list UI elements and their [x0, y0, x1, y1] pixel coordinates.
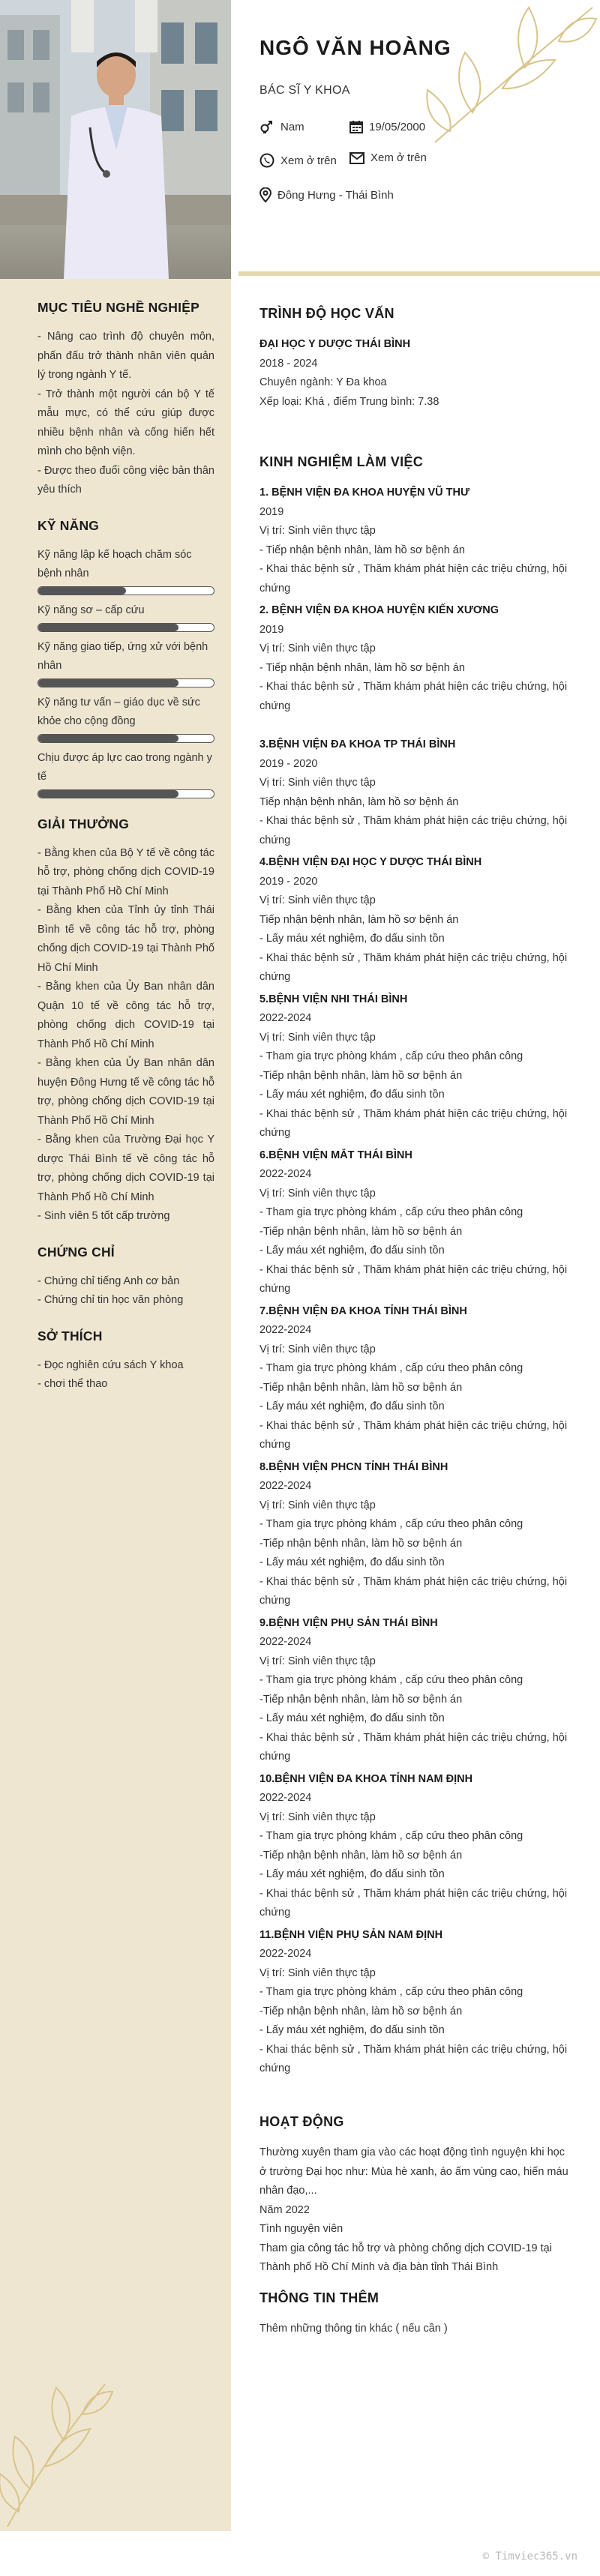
experience-item-title: 7.BỆNH VIỆN ĐA KHOA TỈNH THÁI BÌNH: [260, 1304, 467, 1317]
experience-item-line: - Tham gia trực phòng khám , cấp cứu theo phân công: [260, 1674, 524, 1686]
experience-item-title: 4.BỆNH VIỆN ĐẠI HỌC Y DƯỢC THÁI BÌNH: [260, 856, 482, 868]
experience-item-line: 2019 - 2020: [260, 875, 318, 888]
experience-item-title: 6.BỆNH VIỆN MẮT THÁI BÌNH: [260, 1149, 412, 1161]
certificate-line: - Chứng chỉ tin học văn phòng: [38, 1294, 184, 1306]
leaf-decoration-icon: [0, 2369, 120, 2531]
activity-line: Tình nguyện viên: [260, 2223, 344, 2235]
experience-item-line: 2022-2024: [260, 1792, 312, 1804]
hobbies-section: [38, 1328, 214, 1394]
activity-line: Tham gia công tác hỗ trợ và phòng chống dịch COVID-19 tại Thành phố Hồ Chí Minh và địa bàn tỉnh Thái Bình: [260, 2242, 552, 2273]
award-line: - Bằng khen của Ủy Ban nhân dân huyện Đông Hưng tế về công tác hỗ trợ, phòng chống dịch COVID-19 tại Thành Phố Hồ Chí Minh: [38, 1057, 214, 1127]
experience-item-line: -Tiếp nhận bệnh nhân, làm hồ sơ bệnh án: [260, 1381, 463, 1394]
experience-item-line: - Lấy máu xét nghiệm, đo dấu sinh tồn: [260, 933, 445, 945]
skill-bar: [38, 734, 214, 743]
skill-bar: [38, 623, 214, 632]
award-line: - Sinh viên 5 tốt cấp trường: [38, 1210, 170, 1222]
experience-item-line: -Tiếp nhận bệnh nhân, làm hồ sơ bệnh án: [260, 1069, 463, 1082]
experience-item-line: Vị trí: Sinh viên thực tập: [260, 1966, 376, 1979]
sidebar: [0, 0, 231, 2531]
experience-item: [260, 990, 574, 1143]
experience-item-line: - Tham gia trực phòng khám , cấp cứu theo phân công: [260, 1206, 524, 1218]
experience-item-line: 2022-2024: [260, 1324, 312, 1336]
address-info: [260, 187, 394, 202]
experience-item-line: Vị trí: Sinh viên thực tập: [260, 525, 376, 537]
birthdate-info: [350, 120, 425, 133]
experience-item-line: Vị trí: Sinh viên thực tập: [260, 643, 376, 654]
experience-item-title: 2. BỆNH VIỆN ĐA KHOA HUYỆN KIẾN XƯƠNG: [260, 604, 499, 616]
award-line: - Bằng khen của Bộ Y tế về công tác hỗ trợ, phòng chống dịch COVID-19 tại Thành Phố Hồ Chí Minh: [38, 846, 214, 897]
education-title: TRÌNH ĐỘ HỌC VẤN: [260, 306, 394, 321]
education-school: ĐẠI HỌC Y DƯỢC THÁI BÌNH: [260, 338, 411, 350]
objective-title: MỤC TIÊU NGHỀ NGHIỆP: [38, 300, 200, 315]
sidebar-content: [38, 300, 214, 1412]
leaf-decoration-icon: [420, 0, 600, 150]
experience-item: [260, 1770, 574, 1923]
experience-item: [260, 1926, 574, 2079]
skills-section: [38, 518, 214, 798]
skill-label: Kỹ năng sơ – cấp cứu: [38, 604, 145, 616]
objective-line: - Trở thành một người cán bộ Y tế mẫu mực, có thể cứu giúp được nhiều bệnh nhân và cống hiến hết mình cho bệnh viện.: [38, 388, 214, 457]
award-line: - Bằng khen của Trường Đại học Y dược Thái Bình tế về công tác hỗ trợ, phòng chống dịch COVID-19 tại Thành Phố Hồ Chí Minh: [38, 1134, 214, 1203]
skill-label: Kỹ năng lập kế hoạch chăm sóc bệnh nhân: [38, 548, 192, 580]
skill-item: [38, 546, 214, 595]
experience-item-line: Vị trí: Sinh viên thực tập: [260, 777, 376, 789]
certificate-line: - Chứng chỉ tiếng Anh cơ bản: [38, 1275, 180, 1287]
skills-list: [38, 546, 214, 798]
email-value: Xem ở trên: [370, 151, 427, 164]
experience-item-line: - Lấy máu xét nghiệm, đo dấu sinh tồn: [260, 1712, 445, 1724]
award-line: - Bằng khen của Ủy Ban nhân dân Quận 10 tế về công tác hỗ trợ, phòng chống dịch COVID-19 tại Thành Phố Hồ Chí Minh: [38, 981, 214, 1050]
activity-line: Năm 2022: [260, 2203, 310, 2216]
skill-bar-fill: [38, 587, 126, 595]
profile-photo: [0, 0, 231, 279]
experience-item-line: - Tham gia trực phòng khám , cấp cứu theo phân công: [260, 1830, 524, 1842]
certificates-section: [38, 1245, 214, 1310]
experience-item-line: - Khai thác bệnh sử , Thăm khám phát hiện các triệu chứng, hội chứng: [260, 1575, 568, 1607]
skill-item: [38, 638, 214, 687]
experience-item-line: Tiếp nhận bệnh nhân, làm hồ sơ bệnh án: [260, 913, 459, 926]
location-icon: [260, 187, 272, 202]
experience-item-line: Tiếp nhận bệnh nhân, làm hồ sơ bệnh án: [260, 795, 459, 808]
experience-item-line: Vị trí: Sinh viên thực tập: [260, 1499, 376, 1511]
experience-item: [260, 601, 574, 716]
gender-icon: [260, 120, 274, 133]
more-info-section: [260, 2290, 574, 2339]
experience-item-line: Vị trí: Sinh viên thực tập: [260, 1187, 376, 1200]
awards-section: [38, 816, 214, 1227]
experience-item: [260, 1146, 574, 1299]
experience-item-line: 2022-2024: [260, 1948, 312, 1960]
experience-item-line: - Tham gia trực phòng khám , cấp cứu theo phân công: [260, 1362, 524, 1374]
hobbies-title: SỞ THÍCH: [38, 1328, 103, 1343]
experience-item-line: - Khai thác bệnh sử , Thăm khám phát hiện các triệu chứng, hội chứng: [260, 1263, 568, 1295]
award-line: - Bằng khen của Tỉnh ủy tỉnh Thái Bình tế về công tác hỗ trợ, phòng chống dịch COVID-19 tại Thành Phố Hồ Chí Minh: [38, 904, 214, 974]
experience-item-title: 1. BỆNH VIỆN ĐA KHOA HUYỆN VŨ THƯ: [260, 487, 470, 499]
birthdate-value: 19/05/2000: [369, 120, 426, 133]
experience-item-line: - Tiếp nhận bệnh nhân, làm hồ sơ bệnh án: [260, 661, 465, 674]
objective-section: [38, 300, 214, 500]
skill-bar: [38, 586, 214, 595]
experience-item-line: Vị trí: Sinh viên thực tập: [260, 1031, 376, 1044]
experience-item-line: - Khai thác bệnh sử , Thăm khám phát hiện các triệu chứng, hội chứng: [260, 1419, 568, 1451]
more-info-title: THÔNG TIN THÊM: [260, 2290, 380, 2305]
experience-item-title: 8.BỆNH VIỆN PHCN TỈNH THÁI BÌNH: [260, 1460, 448, 1473]
job-title: BÁC SĨ Y KHOA: [260, 84, 350, 97]
experience-item-line: - Lấy máu xét nghiệm, đo dấu sinh tồn: [260, 2024, 445, 2036]
experience-item-title: 10.BỆNH VIỆN ĐA KHOA TỈNH NAM ĐỊNH: [260, 1772, 473, 1785]
experience-item-line: 2022-2024: [260, 1480, 312, 1492]
experience-item-line: - Lấy máu xét nghiệm, đo dấu sinh tồn: [260, 1400, 445, 1412]
skill-bar: [38, 678, 214, 687]
experience-item-line: - Khai thác bệnh sử , Thăm khám phát hiện các triệu chứng, hội chứng: [260, 1107, 568, 1139]
phone-value: Xem ở trên: [280, 154, 337, 167]
skill-label: Kỹ năng giao tiếp, ứng xử với bệnh nhân: [38, 640, 208, 672]
more-info-line: Thêm những thông tin khác ( nếu cần ): [260, 2323, 448, 2335]
experience-item-line: Vị trí: Sinh viên thực tập: [260, 894, 376, 906]
experience-item-line: -Tiếp nhận bệnh nhân, làm hồ sơ bệnh án: [260, 1693, 463, 1706]
experience-item-line: - Lấy máu xét nghiệm, đo dấu sinh tồn: [260, 1245, 445, 1257]
skill-bar-fill: [38, 790, 178, 798]
experience-item-line: - Tham gia trực phòng khám , cấp cứu theo phân công: [260, 1986, 524, 1998]
experience-item-line: - Lấy máu xét nghiệm, đo dấu sinh tồn: [260, 1868, 445, 1880]
experience-item-line: -Tiếp nhận bệnh nhân, làm hồ sơ bệnh án: [260, 1225, 463, 1238]
experience-item-title: 5.BỆNH VIỆN NHI THÁI BÌNH: [260, 993, 408, 1005]
education-section: [260, 306, 574, 412]
watermark: © Timviec365.vn: [482, 2551, 578, 2563]
experience-item-title: 3.BỆNH VIỆN ĐA KHOA TP THÁI BÌNH: [260, 738, 456, 750]
email-info: [350, 151, 427, 164]
experience-item-line: -Tiếp nhận bệnh nhân, làm hồ sơ bệnh án: [260, 2005, 463, 2017]
header-divider: [238, 271, 600, 276]
skills-title: KỸ NĂNG: [38, 517, 100, 533]
experience-item-line: 2019: [260, 623, 284, 636]
skill-label: Chịu được áp lực cao trong ngành y tế: [38, 751, 212, 783]
skill-item: [38, 693, 214, 743]
experience-item-line: 2022-2024: [260, 1636, 312, 1648]
skill-item: [38, 601, 214, 632]
awards-title: GIẢI THƯỞNG: [38, 816, 130, 831]
experience-item-title: 11.BỆNH VIỆN PHỤ SẢN NAM ĐỊNH: [260, 1928, 443, 1941]
education-major: Chuyên ngành: Y Đa khoa: [260, 376, 387, 388]
phone-icon: [260, 153, 274, 168]
skill-item: [38, 749, 214, 798]
hobby-line: - chơi thể thao: [38, 1378, 108, 1390]
experience-list: [260, 484, 574, 2079]
experience-item-line: - Tham gia trực phòng khám , cấp cứu theo phân công: [260, 1050, 524, 1062]
hobby-line: - Đọc nghiên cứu sách Y khoa: [38, 1358, 184, 1371]
experience-item: [260, 484, 574, 598]
experience-section: [260, 454, 574, 2082]
skill-label: Kỹ năng tư vấn – giáo dục về sức khỏe cho cộng đồng: [38, 696, 200, 727]
activities-title: HOẠT ĐỘNG: [260, 2114, 344, 2129]
experience-item: [260, 1302, 574, 1455]
experience-item-line: - Khai thác bệnh sử , Thăm khám phát hiện các triệu chứng, hội chứng: [260, 1887, 568, 1919]
certificates-title: CHỨNG CHỈ: [38, 1244, 115, 1260]
phone-info: [260, 153, 337, 168]
objective-line: - Được theo đuổi công việc bản thân yêu thích: [38, 464, 214, 496]
experience-item: [260, 1614, 574, 1767]
skill-bar-fill: [38, 735, 178, 742]
experience-item-line: 2019 - 2020: [260, 757, 318, 770]
doctor-figure: [60, 45, 172, 279]
experience-item-title: 9.BỆNH VIỆN PHỤ SẢN THÁI BÌNH: [260, 1616, 438, 1629]
experience-item: [260, 1458, 574, 1611]
experience-item-line: - Lấy máu xét nghiệm, đo dấu sinh tồn: [260, 1556, 445, 1568]
experience-item-line: Vị trí: Sinh viên thực tập: [260, 1343, 376, 1355]
email-icon: [350, 152, 364, 164]
experience-item-line: Vị trí: Sinh viên thực tập: [260, 1811, 376, 1823]
skill-bar-fill: [38, 679, 178, 687]
experience-item-line: -Tiếp nhận bệnh nhân, làm hồ sơ bệnh án: [260, 1537, 463, 1550]
experience-item-line: Vị trí: Sinh viên thực tập: [260, 1655, 376, 1667]
activities-section: [260, 2114, 574, 2278]
experience-item-line: - Khai thác bệnh sử , Thăm khám phát hiện các triệu chứng, hội chứng: [260, 951, 568, 983]
experience-item-line: - Khai thác bệnh sử , Thăm khám phát hiện các triệu chứng, hội chứng: [260, 1731, 568, 1763]
activity-line: Thường xuyên tham gia vào các hoạt động tình nguyện khi học ở trường Đại học như: Mùa hè xanh, áo ấm vùng cao, hiến máu nhân đạo,...: [260, 2146, 568, 2197]
gender-info: [260, 120, 304, 133]
experience-item-line: - Khai thác bệnh sử , Thăm khám phát hiện các triệu chứng, hội chứng: [260, 815, 568, 846]
experience-item-line: 2022-2024: [260, 1012, 312, 1024]
experience-title: KINH NGHIỆM LÀM VIỆC: [260, 454, 424, 469]
experience-item-line: - Khai thác bệnh sử , Thăm khám phát hiện các triệu chứng, hội chứng: [260, 2043, 568, 2074]
skill-bar-fill: [38, 624, 178, 631]
full-name: NGÔ VĂN HOÀNG: [260, 36, 452, 59]
experience-item-line: - Lấy máu xét nghiệm, đo dấu sinh tồn: [260, 1089, 445, 1101]
skill-bar: [38, 789, 214, 798]
address-value: Đông Hưng - Thái Bình: [278, 188, 394, 202]
experience-item-line: - Tham gia trực phòng khám , cấp cứu theo phân công: [260, 1518, 524, 1530]
experience-item-line: - Khai thác bệnh sử , Thăm khám phát hiện các triệu chứng, hội chứng: [260, 563, 568, 595]
gender-value: Nam: [280, 120, 304, 133]
experience-item-line: - Khai thác bệnh sử , Thăm khám phát hiện các triệu chứng, hội chứng: [260, 681, 568, 712]
education-grade: Xếp loại: Khá , điểm Trung bình: 7.38: [260, 395, 440, 408]
education-period: 2018 - 2024: [260, 357, 318, 370]
experience-item-line: 2022-2024: [260, 1168, 312, 1180]
experience-item: [260, 735, 574, 850]
experience-item-line: - Tiếp nhận bệnh nhân, làm hồ sơ bệnh án: [260, 544, 465, 556]
experience-item-line: 2019: [260, 505, 284, 518]
experience-item: [260, 853, 574, 987]
objective-line: - Nâng cao trình độ chuyên môn, phấn đấu trở thành nhân viên quản lý trong ngành Y tế.: [38, 331, 214, 381]
experience-item-line: -Tiếp nhận bệnh nhân, làm hồ sơ bệnh án: [260, 1849, 463, 1862]
calendar-icon: [350, 120, 363, 133]
